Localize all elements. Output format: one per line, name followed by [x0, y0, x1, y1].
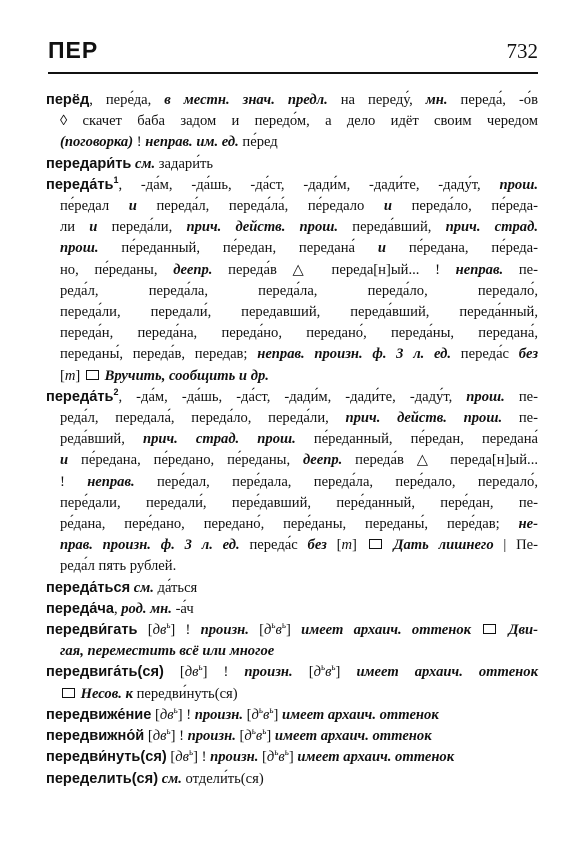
- page-header: [48, 37, 538, 71]
- entry-line: ! неправ. пере́дал, пере́дала, переда́ла, пере́дало, передало́,: [60, 473, 538, 490]
- entry-line: передвижно́й $[дв^ь]$ ! произн. $[д^ьв^ь]$ имеет архаич. оттенок: [46, 726, 432, 745]
- entry-line: пе́редал и переда́л, переда́ла́, пе́редало и переда́ло, пе́реда-: [60, 198, 538, 215]
- entry-line: $переда́ть^2$, -да́м, -да́шь, -да́ст, -дади́м, -дади́те, -даду́т, прош. пе-: [46, 386, 538, 405]
- entry-line: передари́ть см. задари́ть: [46, 155, 214, 172]
- entry-line: $переда́ть^1$, -да́м, -да́шь, -да́ст, -дади́м, -дади́те, -даду́т, прош.: [46, 174, 538, 193]
- dictionary-entries: [46, 90, 538, 790]
- entry-line: переда́ча, род. мн. -а́ч: [46, 600, 194, 617]
- entry-line: реда́л, передала́, переда́ло, переда́ли, прич. действ. прош. пе-: [60, 410, 539, 427]
- entry-line: пере́дали, передали́, пере́давший, пере́данный, пере́дан, пе-: [60, 494, 538, 511]
- entry-line: реда́л, переда́ла, переда́ла, переда́ло, передало́,: [60, 282, 538, 299]
- entry-line: перёд, пере́да, в местн. знач. предл. на переду́, мн. переда́, -о́в: [46, 92, 538, 108]
- header-rule: [48, 72, 538, 74]
- entry-line: Несов. к передви́нуть(ся): [46, 684, 538, 705]
- entry-line: ◊ скачет баба задом и передо́м, а дело идёт своим чередом: [60, 113, 538, 130]
- entry-line: переда́ться см. да́ться: [46, 579, 198, 596]
- entry-line: ре́дана, пере́дано, передано́, пере́даны, переданы́, пере́дав; не-: [60, 516, 538, 533]
- entry-line: прав. произн. ф. 3 л. ед. переда́с без [т] Дать лишнего | Пе-: [60, 537, 539, 554]
- entry-line: (поговорка) ! неправ. им. ед. пе́ред: [60, 134, 278, 151]
- entry-line: [т] Вручить, сообщить и др.: [60, 367, 269, 384]
- entry-line: переделить(ся) см. отдели́ть(ся): [46, 770, 264, 787]
- entry-line: передви́гать $[дв^ь]$ ! произн. $[д^ьв^ь]$ имеет архаич. оттенок Дви-: [46, 620, 538, 639]
- entry-line: и пе́редана, пе́редано, пе́реданы, деепр. переда́в △ переда[н]ый...: [60, 452, 538, 469]
- entry-line: передвига́ть(ся) $[дв^ь]$ ! произн. $[д^ьв^ь]$ имеет архаич. оттенок: [46, 662, 538, 681]
- entry-line: реда́вший, прич. страд. прош. пе́реданный, пе́редан, передана́: [60, 431, 539, 448]
- entry-line: передви́нуть(ся) $[дв^ь]$ ! произн. $[д^ьв^ь]$ имеет архаич. оттенок: [46, 747, 455, 766]
- running-head: ПЕР: [48, 37, 99, 63]
- entry-line: гая, переместить всё или многое: [60, 643, 275, 660]
- entry-line: ли и переда́ли, прич. действ. прош. переда́вший, прич. страд.: [60, 219, 538, 236]
- entry-line: передвиже́ние $[дв^ь]$ ! произн. $[д^ьв^ь]$ имеет архаич. оттенок: [46, 705, 439, 723]
- entry-line: переда́н, переда́на, переда́но, передано́, переда́ны, передана́,: [60, 325, 538, 342]
- page-number: 732: [506, 39, 538, 63]
- entry-line: реда́л пять рублей.: [60, 558, 177, 575]
- entry-line: прош. пе́реданный, пе́редан, передана́ и пе́редана, пе́реда-: [60, 240, 538, 257]
- entry-line: переданы́, переда́в, передав; неправ. произн. ф. 3 л. ед. переда́с без: [60, 346, 539, 363]
- entry-line: переда́ли, передали́, передавший, переда́вший, переда́нный,: [60, 304, 538, 321]
- entry-line: но, пе́реданы, деепр. переда́в △ переда[н]ый... ! неправ. пе-: [60, 261, 538, 278]
